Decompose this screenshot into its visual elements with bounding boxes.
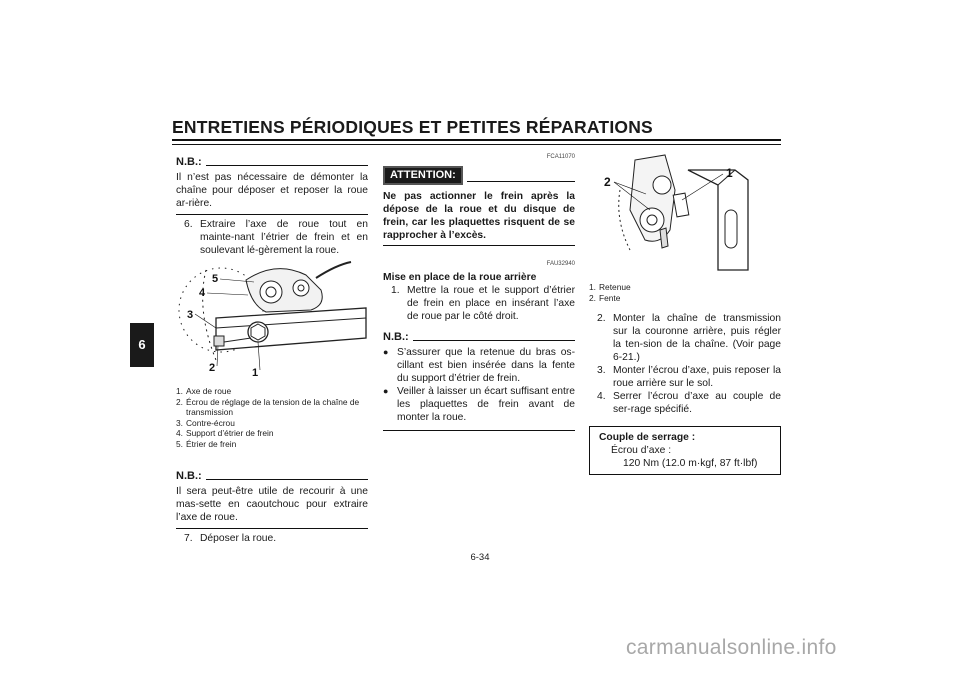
step-text: Déposer la roue. bbox=[200, 533, 277, 544]
step-number: 7. bbox=[184, 533, 193, 544]
callout-5: 5 bbox=[212, 273, 219, 285]
attention-label: ATTENTION: bbox=[383, 166, 463, 185]
column-3 bbox=[589, 312, 781, 475]
step-1 bbox=[383, 284, 575, 323]
page-title: ENTRETIENS PÉRIODIQUES ET PETITES RÉPARATIONS bbox=[172, 117, 653, 137]
chapter-tab: 6 bbox=[130, 323, 154, 367]
callout-2: 2 bbox=[604, 175, 611, 189]
nb-heading-2 bbox=[176, 470, 368, 483]
nb-label: N.B.: bbox=[176, 470, 202, 482]
step-3: 3. Monter l’écrou d’axe, puis reposer la roue arrière sur le sol. bbox=[597, 365, 781, 389]
caption-5: 5. Étrier de frein bbox=[176, 438, 237, 449]
caption-slot: 2. Fente bbox=[589, 292, 621, 303]
torque-item: Écrou d’axe : bbox=[611, 445, 672, 456]
nb-text-1: Il n’est pas nécessaire de démonter la chaîne pour déposer et reposer la roue ar-rière. bbox=[176, 172, 368, 209]
callout-4: 4 bbox=[199, 287, 206, 299]
figure-1-captions bbox=[176, 386, 368, 450]
column-1 bbox=[176, 156, 368, 257]
bullet-text: Veiller à laisser un écart suffisant entre les plaquettes de frein avant de monter la roue. bbox=[397, 386, 575, 423]
caption-1: 1. Axe de roue bbox=[176, 386, 232, 396]
ref-code-2: FAU32940 bbox=[546, 261, 575, 267]
step-7 bbox=[176, 532, 368, 545]
step-4: 4. Serrer l’écrou d’axe au couple de ser-rage spécifié. bbox=[597, 391, 781, 415]
nb-end-rule-2 bbox=[176, 528, 368, 529]
bullet-1 bbox=[383, 346, 575, 385]
bullet-text: S’assurer que la retenue du bras os-cillant est bien insérée dans la fente du support d’étrier de frein. bbox=[397, 347, 575, 384]
torque-spec-box bbox=[589, 426, 781, 475]
nb-label: N.B.: bbox=[176, 156, 202, 168]
torque-title: Couple de serrage : bbox=[599, 432, 696, 443]
bullet-2 bbox=[383, 385, 575, 424]
torque-value: 120 Nm (12.0 m·kgf, 87 ft·lbf) bbox=[623, 458, 758, 469]
page-number: 6-34 bbox=[470, 552, 490, 563]
caption-4: 4. Support d’étrier de frein bbox=[176, 428, 274, 439]
attention-heading bbox=[383, 166, 575, 185]
caption-3: 3. Contre-écrou bbox=[176, 417, 235, 428]
title-rule-thick bbox=[172, 139, 781, 141]
callout-1: 1 bbox=[252, 367, 259, 378]
attention-text: Ne pas actionner le frein après la dépose de la roue et du disque de frein, car les plaquettes risquent de se rapprocher à l’excès. bbox=[383, 191, 575, 241]
step-number: 1. bbox=[391, 285, 400, 296]
figure-2-captions bbox=[589, 282, 781, 303]
callout-2: 2 bbox=[209, 362, 216, 374]
attention-end-rule bbox=[383, 245, 575, 246]
section-title: Mise en place de la roue arrière bbox=[383, 272, 537, 283]
nb-label: N.B.: bbox=[383, 331, 409, 343]
nb-end-rule-3 bbox=[383, 430, 575, 431]
column-1-lower bbox=[176, 470, 368, 545]
callout-1: 1 bbox=[726, 166, 733, 180]
step-text: Extraire l’axe de roue tout en mainte-nant l’étrier de frein et en soulevant lé-gèrement la roue. bbox=[200, 219, 368, 256]
nb-text-2: Il sera peut-être utile de recourir à une mas-sette en caoutchouc pour extraire l’axe de roue. bbox=[176, 486, 368, 523]
step-text: Mettre la roue et le support d’étrier de frein en place en insérant l’axe de roue par le côté droit. bbox=[407, 285, 575, 322]
title-rule-thin bbox=[172, 144, 781, 145]
figure-retainer-slot bbox=[590, 150, 782, 280]
step-number: 6. bbox=[184, 219, 193, 230]
ref-code-1: FCA11070 bbox=[546, 154, 575, 160]
step-2: 2. Monter la chaîne de transmission sur la couronne arrière, puis régler la ten-sion de la chaîne. (Voir page 6-21.) bbox=[597, 313, 781, 363]
caption-2: 2. Écrou de réglage de la tension de la chaîne de transmission bbox=[176, 396, 360, 418]
nb-heading-3 bbox=[383, 331, 575, 344]
nb-heading-1 bbox=[176, 156, 368, 169]
column-2 bbox=[383, 151, 575, 431]
bullet-icon: ● bbox=[383, 347, 389, 357]
caption-retainer: 1. Retenue bbox=[589, 282, 631, 292]
bullet-icon: ● bbox=[383, 386, 389, 396]
figure-rear-axle bbox=[176, 250, 368, 378]
watermark: carmanualsonline.info bbox=[626, 636, 837, 659]
nb-end-rule-1 bbox=[176, 214, 368, 215]
callout-3: 3 bbox=[187, 309, 194, 321]
